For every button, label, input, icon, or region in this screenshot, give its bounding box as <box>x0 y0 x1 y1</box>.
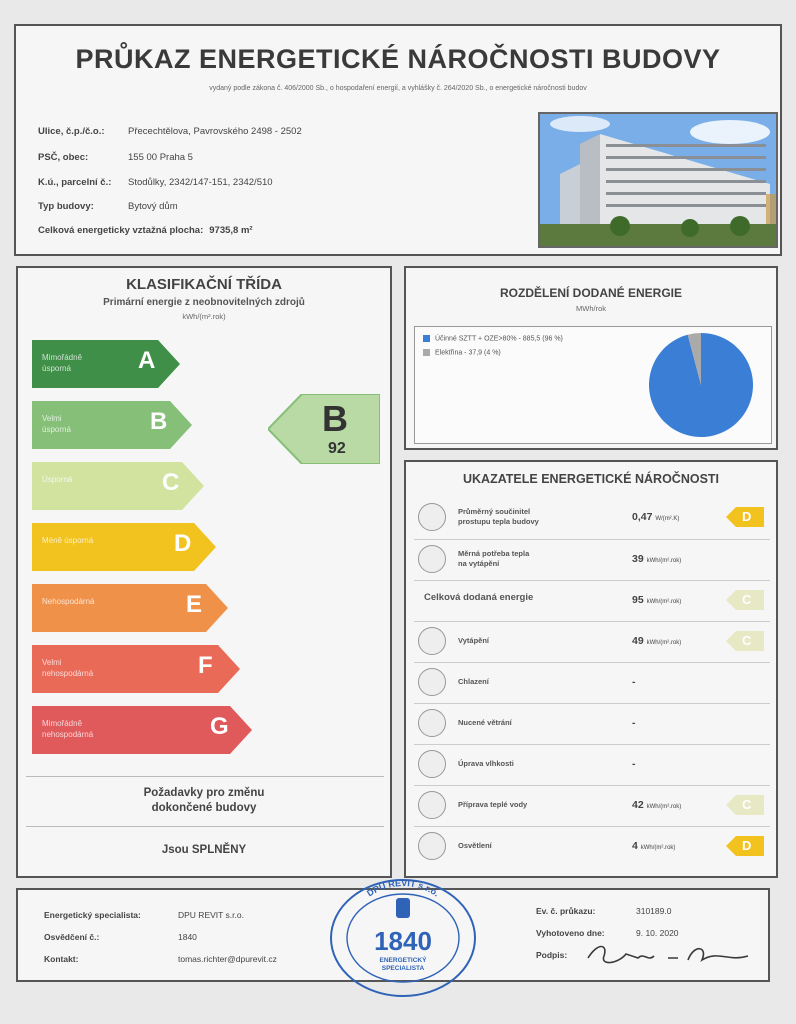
requirements-heading <box>18 786 390 816</box>
info-area <box>38 225 253 236</box>
ev-value: 310189.0 <box>636 906 672 916</box>
distribution-pie-chart <box>643 329 763 441</box>
stamp-bottom-line1: ENERGETICKÝ <box>379 957 427 964</box>
result-class-badge <box>268 394 380 464</box>
indicator-row <box>414 662 770 701</box>
class-arrow-g <box>32 706 252 754</box>
class-label: Mimořádně nehospodárná <box>42 719 94 739</box>
indicator-icon <box>418 545 446 573</box>
indicator-row <box>414 498 770 536</box>
indicator-value: - <box>632 758 636 770</box>
psc-label: PSČ, obec: <box>38 152 89 163</box>
stamp-top-text: DPU REVIT s.r.o. <box>365 877 442 899</box>
indicator-value: 49 kWh/(m².rok) <box>632 635 682 647</box>
sign-label: Podpis: <box>536 950 568 960</box>
indicator-row <box>414 621 770 660</box>
indicators-title: UKAZATELE ENERGETICKÉ NÁROČNOSTI <box>462 472 720 486</box>
street-label: Ulice, č.p./č.o.: <box>38 126 105 137</box>
info-type <box>38 201 178 212</box>
ku-label: K.ú., parcelní č.: <box>38 177 112 188</box>
indicator-name: Vytápění <box>458 636 489 645</box>
indicator-value: - <box>632 717 636 729</box>
stamp-number: 1840 <box>374 926 432 956</box>
result-class-value: 92 <box>328 440 346 457</box>
specialist-value: DPU REVIT s.r.o. <box>178 910 244 920</box>
type-value: Bytový dům <box>128 201 178 212</box>
date-label: Vyhotoveno dne: <box>536 928 605 938</box>
date-value: 9. 10. 2020 <box>636 928 679 938</box>
class-label: Mimořádně úsporná <box>42 353 83 373</box>
indicator-icon <box>418 709 446 737</box>
distribution-chart-area <box>414 326 772 444</box>
class-label: Velmi úsporná <box>42 414 71 434</box>
indicator-class-badge: D <box>726 507 764 527</box>
cert-value: 1840 <box>178 932 197 942</box>
psc-value: 155 00 Praha 5 <box>128 152 193 163</box>
indicator-row <box>414 826 770 865</box>
indicator-value: 42 kWh/(m².rok) <box>632 799 682 811</box>
indicator-name: Chlazení <box>458 677 489 686</box>
area-value: 9735,8 m² <box>209 225 253 236</box>
classification-panel <box>16 266 392 878</box>
class-label: Velmi nehospodárná <box>42 658 94 678</box>
class-letter: D <box>174 530 192 557</box>
indicator-name: Celková dodaná energie <box>424 592 534 603</box>
result-class-letter: B <box>322 398 348 439</box>
indicators-panel <box>404 460 778 878</box>
specialist-label: Energetický specialista: <box>44 910 141 920</box>
svg-text:DPU REVIT s.r.o. <box>365 878 441 899</box>
type-label: Typ budovy: <box>38 201 94 212</box>
indicator-icon <box>418 832 446 860</box>
contact-label: Kontakt: <box>44 954 79 964</box>
class-arrow-b <box>32 401 192 449</box>
info-psc <box>38 152 193 163</box>
ev-label: Ev. č. průkazu: <box>536 906 596 916</box>
indicator-icon <box>418 750 446 778</box>
class-letter: E <box>186 591 203 618</box>
indicator-name: Nucené větrání <box>458 718 512 727</box>
header-panel <box>14 24 782 256</box>
indicator-value: 39 kWh/(m².rok) <box>632 553 682 565</box>
indicator-row <box>414 785 770 824</box>
indicator-value: - <box>632 676 636 688</box>
distribution-unit: MWh/rok <box>576 304 606 313</box>
req-line1: Požadavky pro změnu <box>143 787 265 799</box>
legend-item-2 <box>423 349 501 356</box>
classification-title: KLASIFIKAČNÍ TŘÍDA <box>126 276 282 293</box>
area-label: Celková energeticky vztažná plocha: <box>38 225 204 236</box>
signature <box>578 936 758 972</box>
class-letter: B <box>150 408 168 435</box>
building-photo <box>538 112 778 248</box>
document-title: PRŮKAZ ENERGETICKÉ NÁROČNOSTI BUDOVY <box>75 44 721 74</box>
class-arrow-a <box>32 340 180 388</box>
document-subtitle: vydaný podle zákona č. 406/2000 Sb., o hospodaření energií, a vyhlášky č. 264/2020 Sb., o energetické náročnosti budov <box>209 85 587 92</box>
indicator-row <box>414 580 770 619</box>
info-ku <box>38 177 273 188</box>
indicator-icon <box>418 791 446 819</box>
indicator-class-badge: D <box>726 836 764 856</box>
legend-text-2: Elektřina - 37,9 (4 %) <box>435 349 501 357</box>
class-label: Nehospodárná <box>42 597 95 606</box>
indicator-name: Průměrný součinitel prostupu tepla budovy <box>458 507 539 526</box>
cert-label: Osvědčení č.: <box>44 932 100 942</box>
legend-item-1 <box>423 335 563 342</box>
indicator-name: Příprava teplé vody <box>458 800 528 809</box>
ku-value: Stodůlky, 2342/147-151, 2342/510 <box>128 177 273 188</box>
indicator-row <box>414 539 770 578</box>
indicator-value: 4 kWh/(m².rok) <box>632 840 676 852</box>
indicator-class-badge: C <box>726 590 764 610</box>
req-line2: dokončené budovy <box>151 802 257 814</box>
indicator-icon <box>418 668 446 696</box>
class-letter: A <box>138 347 156 374</box>
legend-text-1: Účinné SZTT + OZE>80% - 885,5 (96 %) <box>435 335 563 343</box>
class-letter: F <box>198 652 213 679</box>
specialist-stamp <box>326 874 480 998</box>
energy-distribution-panel <box>404 266 778 450</box>
info-street <box>38 126 302 137</box>
classification-subtitle: Primární energie z neobnovitelných zdrojů <box>103 297 305 308</box>
requirements-result: Jsou SPLNĚNY <box>161 844 247 856</box>
class-label: Méně úsporná <box>42 536 94 545</box>
indicator-value: 0,47 W/(m².K) <box>632 511 680 523</box>
legend-swatch-2 <box>423 349 430 356</box>
indicator-name: Úprava vlhkosti <box>458 759 514 768</box>
class-arrow-e <box>32 584 228 632</box>
indicator-name: Osvětlení <box>458 841 492 850</box>
indicator-row <box>414 703 770 742</box>
stamp-bottom-line2: SPECIALISTA <box>381 965 425 972</box>
class-label: Úsporná <box>42 475 73 484</box>
class-letter: G <box>210 713 229 740</box>
class-arrow-d <box>32 523 216 571</box>
street-value: Přecechtělova, Pavrovského 2498 - 2502 <box>128 126 302 137</box>
class-arrow-f <box>32 645 240 693</box>
class-letter: C <box>162 469 180 496</box>
indicator-class-badge: C <box>726 795 764 815</box>
class-arrow-c <box>32 462 204 510</box>
indicator-value: 95 kWh/(m².rok) <box>632 594 682 606</box>
distribution-title: ROZDĚLENÍ DODANÉ ENERGIE <box>499 286 682 300</box>
indicator-icon <box>418 503 446 531</box>
indicator-row <box>414 744 770 783</box>
contact-value: tomas.richter@dpurevit.cz <box>178 954 277 964</box>
classification-unit: kWh/(m².rok) <box>182 312 226 321</box>
indicator-name: Měrná potřeba tepla na vytápění <box>458 549 530 568</box>
indicator-class-badge: C <box>726 631 764 651</box>
legend-swatch-1 <box>423 335 430 342</box>
indicator-icon <box>418 627 446 655</box>
